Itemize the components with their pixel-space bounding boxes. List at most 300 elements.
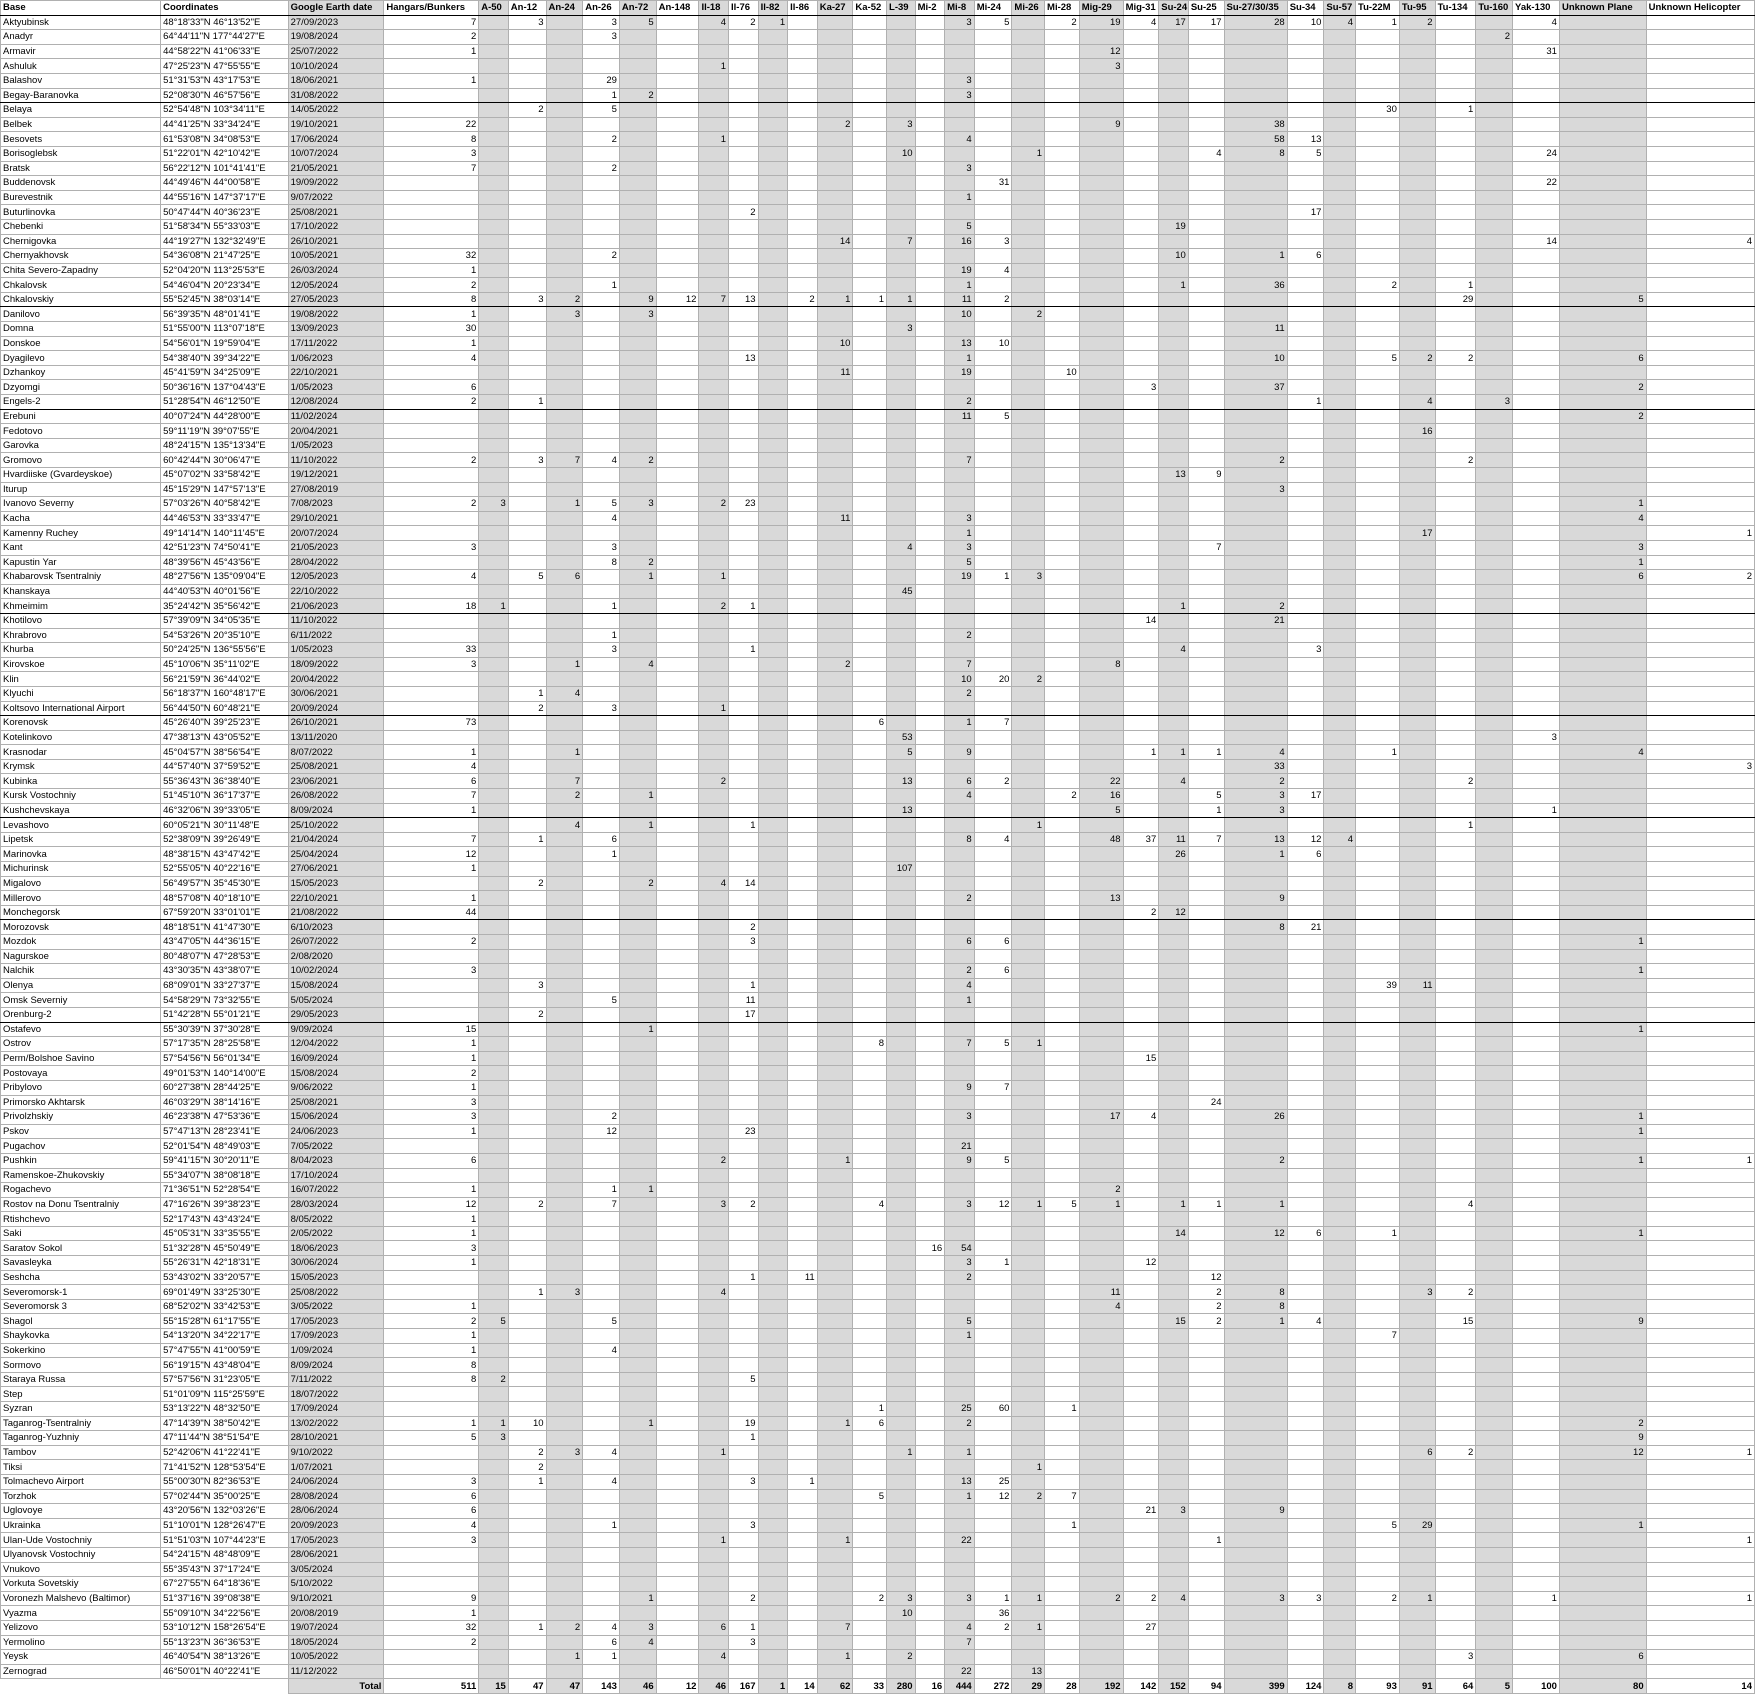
count-cell[interactable]: 1 (729, 643, 759, 658)
count-cell[interactable] (1159, 1051, 1189, 1066)
count-cell[interactable] (1123, 1329, 1159, 1344)
count-cell[interactable] (1399, 1153, 1435, 1168)
count-cell[interactable] (1646, 1299, 1754, 1314)
count-cell[interactable] (887, 190, 916, 205)
count-cell[interactable]: 7 (1188, 832, 1224, 847)
count-cell[interactable] (508, 1650, 546, 1665)
count-cell[interactable] (1559, 949, 1646, 964)
count-cell[interactable] (699, 1635, 729, 1650)
base-name-cell[interactable]: Seshcha (1, 1270, 161, 1285)
count-cell[interactable] (1012, 730, 1045, 745)
count-cell[interactable] (1224, 1577, 1287, 1592)
count-cell[interactable] (788, 978, 818, 993)
count-cell[interactable] (1123, 1037, 1159, 1052)
count-cell[interactable] (583, 1212, 620, 1227)
count-cell[interactable] (1435, 409, 1476, 424)
count-cell[interactable] (583, 1533, 620, 1548)
count-cell[interactable] (1324, 1562, 1356, 1577)
count-cell[interactable] (1287, 1270, 1324, 1285)
count-cell[interactable] (1224, 438, 1287, 453)
count-cell[interactable]: 1 (384, 1212, 479, 1227)
count-cell[interactable] (915, 1358, 945, 1373)
count-cell[interactable] (384, 701, 479, 716)
count-cell[interactable] (1476, 1066, 1513, 1081)
count-cell[interactable] (619, 1606, 656, 1621)
count-cell[interactable] (1646, 205, 1754, 220)
count-cell[interactable] (1513, 468, 1560, 483)
count-cell[interactable] (384, 59, 479, 74)
count-cell[interactable] (853, 73, 887, 88)
count-cell[interactable] (1476, 701, 1513, 716)
count-cell[interactable] (1399, 234, 1435, 249)
count-cell[interactable]: 9 (1224, 1504, 1287, 1519)
count-cell[interactable] (619, 1066, 656, 1081)
count-cell[interactable] (1224, 657, 1287, 672)
count-cell[interactable] (788, 774, 818, 789)
count-cell[interactable] (887, 1212, 916, 1227)
count-cell[interactable]: 9 (1559, 1431, 1646, 1446)
count-cell[interactable] (1476, 599, 1513, 614)
count-cell[interactable]: 3 (945, 1591, 975, 1606)
count-cell[interactable] (1079, 555, 1123, 570)
count-cell[interactable] (384, 365, 479, 380)
count-cell[interactable] (887, 1007, 916, 1022)
count-cell[interactable] (1012, 701, 1045, 716)
count-cell[interactable] (788, 1606, 818, 1621)
base-name-cell[interactable]: Pribylovo (1, 1080, 161, 1095)
count-cell[interactable]: 1 (583, 88, 620, 103)
count-cell[interactable] (974, 949, 1012, 964)
count-cell[interactable] (1476, 44, 1513, 59)
date-cell[interactable]: 10/02/2024 (288, 964, 384, 979)
count-cell[interactable]: 5 (1045, 1197, 1080, 1212)
count-cell[interactable] (1399, 1343, 1435, 1358)
count-cell[interactable] (1513, 117, 1560, 132)
count-cell[interactable] (546, 599, 583, 614)
count-cell[interactable] (508, 1037, 546, 1052)
count-cell[interactable] (1646, 1022, 1754, 1037)
count-cell[interactable] (1224, 1606, 1287, 1621)
count-cell[interactable]: 1 (508, 686, 546, 701)
count-cell[interactable] (1356, 862, 1400, 877)
count-cell[interactable] (758, 176, 788, 191)
count-cell[interactable]: 29 (1399, 1518, 1435, 1533)
count-cell[interactable] (1559, 774, 1646, 789)
count-cell[interactable] (788, 234, 818, 249)
count-cell[interactable] (1435, 322, 1476, 337)
date-cell[interactable]: 15/06/2024 (288, 1110, 384, 1125)
count-cell[interactable] (508, 336, 546, 351)
count-cell[interactable] (758, 365, 788, 380)
count-cell[interactable] (656, 263, 699, 278)
count-cell[interactable] (788, 468, 818, 483)
count-cell[interactable] (1123, 1270, 1159, 1285)
count-cell[interactable] (887, 1620, 916, 1635)
count-cell[interactable] (974, 1270, 1012, 1285)
count-cell[interactable] (758, 117, 788, 132)
count-cell[interactable]: 3 (974, 234, 1012, 249)
count-cell[interactable] (729, 832, 759, 847)
count-cell[interactable] (1123, 278, 1159, 293)
count-cell[interactable]: 11 (788, 1270, 818, 1285)
count-cell[interactable] (817, 949, 853, 964)
count-cell[interactable] (729, 964, 759, 979)
count-cell[interactable] (1159, 1080, 1189, 1095)
count-cell[interactable] (1159, 292, 1189, 307)
count-cell[interactable] (479, 453, 509, 468)
count-cell[interactable] (1476, 1387, 1513, 1402)
count-cell[interactable] (817, 920, 853, 935)
count-cell[interactable] (479, 1256, 509, 1271)
count-cell[interactable] (583, 59, 620, 74)
count-cell[interactable] (1287, 891, 1324, 906)
count-cell[interactable]: 4 (1123, 15, 1159, 30)
count-cell[interactable] (1324, 263, 1356, 278)
count-cell[interactable] (1224, 1007, 1287, 1022)
count-cell[interactable]: 2 (1123, 905, 1159, 920)
count-cell[interactable] (699, 1022, 729, 1037)
count-cell[interactable]: 2 (1045, 15, 1080, 30)
count-cell[interactable]: 7 (384, 832, 479, 847)
count-cell[interactable] (729, 759, 759, 774)
count-cell[interactable] (1012, 1270, 1045, 1285)
count-cell[interactable] (508, 789, 546, 804)
count-cell[interactable] (1123, 1431, 1159, 1446)
date-cell[interactable]: 1/05/2023 (288, 380, 384, 395)
count-cell[interactable] (1012, 103, 1045, 118)
count-cell[interactable] (1188, 219, 1224, 234)
count-cell[interactable]: 32 (384, 249, 479, 264)
count-cell[interactable] (817, 1066, 853, 1081)
count-cell[interactable] (945, 905, 975, 920)
count-cell[interactable] (546, 1591, 583, 1606)
count-cell[interactable] (1324, 891, 1356, 906)
count-cell[interactable]: 12 (1559, 1445, 1646, 1460)
column-header[interactable]: Tu-95 (1399, 1, 1435, 16)
count-cell[interactable] (1045, 117, 1080, 132)
count-cell[interactable] (619, 686, 656, 701)
count-cell[interactable] (656, 409, 699, 424)
count-cell[interactable] (1435, 789, 1476, 804)
count-cell[interactable] (1045, 540, 1080, 555)
count-cell[interactable] (619, 964, 656, 979)
count-cell[interactable] (853, 1518, 887, 1533)
count-cell[interactable] (729, 584, 759, 599)
count-cell[interactable] (583, 905, 620, 920)
coordinates-cell[interactable]: 51°37'16"N 39°08'38"E (161, 1591, 288, 1606)
count-cell[interactable] (656, 599, 699, 614)
count-cell[interactable] (1646, 497, 1754, 512)
count-cell[interactable] (583, 978, 620, 993)
count-cell[interactable] (788, 322, 818, 337)
count-cell[interactable] (974, 103, 1012, 118)
count-cell[interactable] (546, 1270, 583, 1285)
count-cell[interactable] (479, 964, 509, 979)
count-cell[interactable] (699, 803, 729, 818)
count-cell[interactable] (1188, 1431, 1224, 1446)
count-cell[interactable] (729, 1226, 759, 1241)
count-cell[interactable] (915, 249, 945, 264)
count-cell[interactable]: 24 (1188, 1095, 1224, 1110)
count-cell[interactable]: 1 (1559, 935, 1646, 950)
count-cell[interactable] (1399, 1168, 1435, 1183)
count-cell[interactable] (1159, 759, 1189, 774)
count-cell[interactable] (1513, 832, 1560, 847)
count-cell[interactable] (974, 789, 1012, 804)
count-cell[interactable]: 3 (887, 1591, 916, 1606)
count-cell[interactable] (546, 409, 583, 424)
count-cell[interactable]: 1 (1646, 526, 1754, 541)
count-cell[interactable] (1123, 847, 1159, 862)
count-cell[interactable] (1513, 249, 1560, 264)
count-cell[interactable] (915, 759, 945, 774)
count-cell[interactable] (1224, 1256, 1287, 1271)
count-cell[interactable]: 1 (945, 351, 975, 366)
count-cell[interactable] (1559, 1139, 1646, 1154)
count-cell[interactable] (546, 1241, 583, 1256)
coordinates-cell[interactable]: 59°41'15"N 30°20'11"E (161, 1153, 288, 1168)
count-cell[interactable]: 2 (583, 161, 620, 176)
count-cell[interactable] (974, 438, 1012, 453)
total-cell[interactable]: 46 (699, 1679, 729, 1694)
count-cell[interactable] (1012, 862, 1045, 877)
count-cell[interactable] (758, 862, 788, 877)
date-cell[interactable]: 27/09/2023 (288, 15, 384, 30)
count-cell[interactable] (887, 701, 916, 716)
count-cell[interactable] (974, 1051, 1012, 1066)
count-cell[interactable] (546, 1635, 583, 1650)
count-cell[interactable] (1559, 453, 1646, 468)
count-cell[interactable] (1188, 1635, 1224, 1650)
base-name-cell[interactable]: Morozovsk (1, 920, 161, 935)
count-cell[interactable] (1012, 993, 1045, 1008)
count-cell[interactable]: 4 (583, 453, 620, 468)
count-cell[interactable] (619, 1153, 656, 1168)
count-cell[interactable]: 1 (384, 1183, 479, 1198)
count-cell[interactable] (729, 686, 759, 701)
count-cell[interactable] (508, 657, 546, 672)
count-cell[interactable] (945, 803, 975, 818)
count-cell[interactable] (546, 1329, 583, 1344)
count-cell[interactable] (699, 351, 729, 366)
count-cell[interactable] (945, 1212, 975, 1227)
count-cell[interactable] (788, 73, 818, 88)
count-cell[interactable]: 3 (1123, 380, 1159, 395)
count-cell[interactable] (817, 774, 853, 789)
base-name-cell[interactable]: Omsk Severniy (1, 993, 161, 1008)
count-cell[interactable] (619, 1664, 656, 1679)
count-cell[interactable] (1435, 686, 1476, 701)
count-cell[interactable] (915, 949, 945, 964)
count-cell[interactable] (1224, 88, 1287, 103)
count-cell[interactable] (1159, 1445, 1189, 1460)
count-cell[interactable] (1513, 672, 1560, 687)
count-cell[interactable] (1513, 657, 1560, 672)
count-cell[interactable] (1646, 1504, 1754, 1519)
count-cell[interactable] (583, 44, 620, 59)
count-cell[interactable] (619, 672, 656, 687)
count-cell[interactable] (619, 993, 656, 1008)
count-cell[interactable] (1287, 1183, 1324, 1198)
count-cell[interactable] (817, 1343, 853, 1358)
count-cell[interactable] (508, 351, 546, 366)
base-name-cell[interactable]: Balashov (1, 73, 161, 88)
count-cell[interactable] (853, 30, 887, 45)
count-cell[interactable] (1476, 657, 1513, 672)
count-cell[interactable] (1287, 1007, 1324, 1022)
count-cell[interactable] (1224, 1022, 1287, 1037)
count-cell[interactable] (619, 1577, 656, 1592)
coordinates-cell[interactable]: 43°47'05"N 44°36'15"E (161, 935, 288, 950)
count-cell[interactable] (656, 1139, 699, 1154)
count-cell[interactable] (1476, 1241, 1513, 1256)
count-cell[interactable] (583, 1168, 620, 1183)
coordinates-cell[interactable]: 45°10'06"N 35°11'02"E (161, 657, 288, 672)
count-cell[interactable] (915, 1197, 945, 1212)
count-cell[interactable]: 5 (1356, 351, 1400, 366)
count-cell[interactable] (1079, 643, 1123, 658)
count-cell[interactable] (656, 1577, 699, 1592)
count-cell[interactable] (1476, 424, 1513, 439)
count-cell[interactable] (945, 322, 975, 337)
count-cell[interactable] (1045, 103, 1080, 118)
count-cell[interactable] (1435, 424, 1476, 439)
count-cell[interactable] (1435, 1256, 1476, 1271)
count-cell[interactable] (817, 278, 853, 293)
count-cell[interactable] (1188, 1547, 1224, 1562)
count-cell[interactable] (479, 789, 509, 804)
count-cell[interactable] (384, 482, 479, 497)
count-cell[interactable] (1559, 847, 1646, 862)
date-cell[interactable]: 25/08/2022 (288, 1285, 384, 1300)
count-cell[interactable] (758, 205, 788, 220)
date-cell[interactable]: 17/11/2022 (288, 336, 384, 351)
count-cell[interactable] (699, 789, 729, 804)
base-name-cell[interactable]: Gromovo (1, 453, 161, 468)
count-cell[interactable] (1646, 1650, 1754, 1665)
count-cell[interactable]: 5 (508, 570, 546, 585)
count-cell[interactable] (656, 482, 699, 497)
count-cell[interactable]: 8 (384, 1358, 479, 1373)
count-cell[interactable] (817, 862, 853, 877)
count-cell[interactable]: 2 (1188, 1299, 1224, 1314)
count-cell[interactable] (945, 59, 975, 74)
count-cell[interactable]: 1 (945, 278, 975, 293)
count-cell[interactable]: 17 (1188, 15, 1224, 30)
count-cell[interactable] (1012, 88, 1045, 103)
count-cell[interactable] (853, 234, 887, 249)
count-cell[interactable] (1188, 555, 1224, 570)
count-cell[interactable] (1012, 365, 1045, 380)
base-name-cell[interactable]: Syzran (1, 1402, 161, 1417)
count-cell[interactable] (915, 978, 945, 993)
date-cell[interactable]: 18/09/2022 (288, 657, 384, 672)
count-cell[interactable] (788, 1285, 818, 1300)
count-cell[interactable] (1435, 161, 1476, 176)
count-cell[interactable] (1476, 964, 1513, 979)
total-cell[interactable]: 33 (853, 1679, 887, 1694)
count-cell[interactable] (699, 176, 729, 191)
count-cell[interactable]: 1 (1513, 1591, 1560, 1606)
count-cell[interactable] (1045, 949, 1080, 964)
count-cell[interactable] (1079, 1051, 1123, 1066)
count-cell[interactable] (508, 1518, 546, 1533)
count-cell[interactable] (1356, 307, 1400, 322)
count-cell[interactable] (788, 453, 818, 468)
count-cell[interactable] (758, 1620, 788, 1635)
count-cell[interactable] (853, 1110, 887, 1125)
base-name-cell[interactable]: Kotelinkovo (1, 730, 161, 745)
count-cell[interactable]: 8 (1224, 920, 1287, 935)
count-cell[interactable]: 1 (699, 701, 729, 716)
count-cell[interactable] (1224, 964, 1287, 979)
count-cell[interactable] (1435, 1387, 1476, 1402)
count-cell[interactable] (1646, 1547, 1754, 1562)
count-cell[interactable] (619, 1533, 656, 1548)
count-cell[interactable] (1287, 161, 1324, 176)
count-cell[interactable] (853, 920, 887, 935)
count-cell[interactable] (699, 818, 729, 833)
coordinates-cell[interactable]: 46°03'29"N 38°14'16"E (161, 1095, 288, 1110)
count-cell[interactable] (583, 774, 620, 789)
count-cell[interactable] (479, 570, 509, 585)
count-cell[interactable]: 2 (945, 1270, 975, 1285)
count-cell[interactable] (853, 176, 887, 191)
count-cell[interactable] (758, 1635, 788, 1650)
count-cell[interactable] (619, 1460, 656, 1475)
count-cell[interactable] (817, 1037, 853, 1052)
count-cell[interactable] (887, 453, 916, 468)
count-cell[interactable] (1399, 789, 1435, 804)
count-cell[interactable] (1159, 351, 1189, 366)
count-cell[interactable] (583, 219, 620, 234)
count-cell[interactable] (1188, 1007, 1224, 1022)
column-header[interactable]: Hangars/Bunkers (384, 1, 479, 16)
total-cell[interactable]: 8 (1324, 1679, 1356, 1694)
count-cell[interactable] (1188, 365, 1224, 380)
count-cell[interactable] (384, 1285, 479, 1300)
count-cell[interactable] (853, 205, 887, 220)
count-cell[interactable]: 21 (945, 1139, 975, 1154)
count-cell[interactable] (1045, 730, 1080, 745)
count-cell[interactable]: 2 (729, 920, 759, 935)
count-cell[interactable] (1079, 570, 1123, 585)
count-cell[interactable] (1324, 949, 1356, 964)
count-cell[interactable] (699, 1007, 729, 1022)
count-cell[interactable] (853, 1620, 887, 1635)
count-cell[interactable] (729, 44, 759, 59)
count-cell[interactable] (1356, 540, 1400, 555)
count-cell[interactable] (758, 438, 788, 453)
count-cell[interactable] (1224, 1066, 1287, 1081)
count-cell[interactable] (1435, 599, 1476, 614)
count-cell[interactable] (1324, 1474, 1356, 1489)
count-cell[interactable] (546, 1518, 583, 1533)
count-cell[interactable] (788, 351, 818, 366)
count-cell[interactable] (1012, 1650, 1045, 1665)
count-cell[interactable] (546, 15, 583, 30)
count-cell[interactable] (1224, 876, 1287, 891)
count-cell[interactable] (1224, 1372, 1287, 1387)
count-cell[interactable] (1287, 1387, 1324, 1402)
base-name-cell[interactable]: Severomorsk 3 (1, 1299, 161, 1314)
count-cell[interactable] (699, 146, 729, 161)
date-cell[interactable]: 28/10/2021 (288, 1431, 384, 1446)
count-cell[interactable] (853, 964, 887, 979)
count-cell[interactable] (1287, 1650, 1324, 1665)
count-cell[interactable]: 1 (1559, 1518, 1646, 1533)
base-name-cell[interactable]: Buturlinovka (1, 205, 161, 220)
